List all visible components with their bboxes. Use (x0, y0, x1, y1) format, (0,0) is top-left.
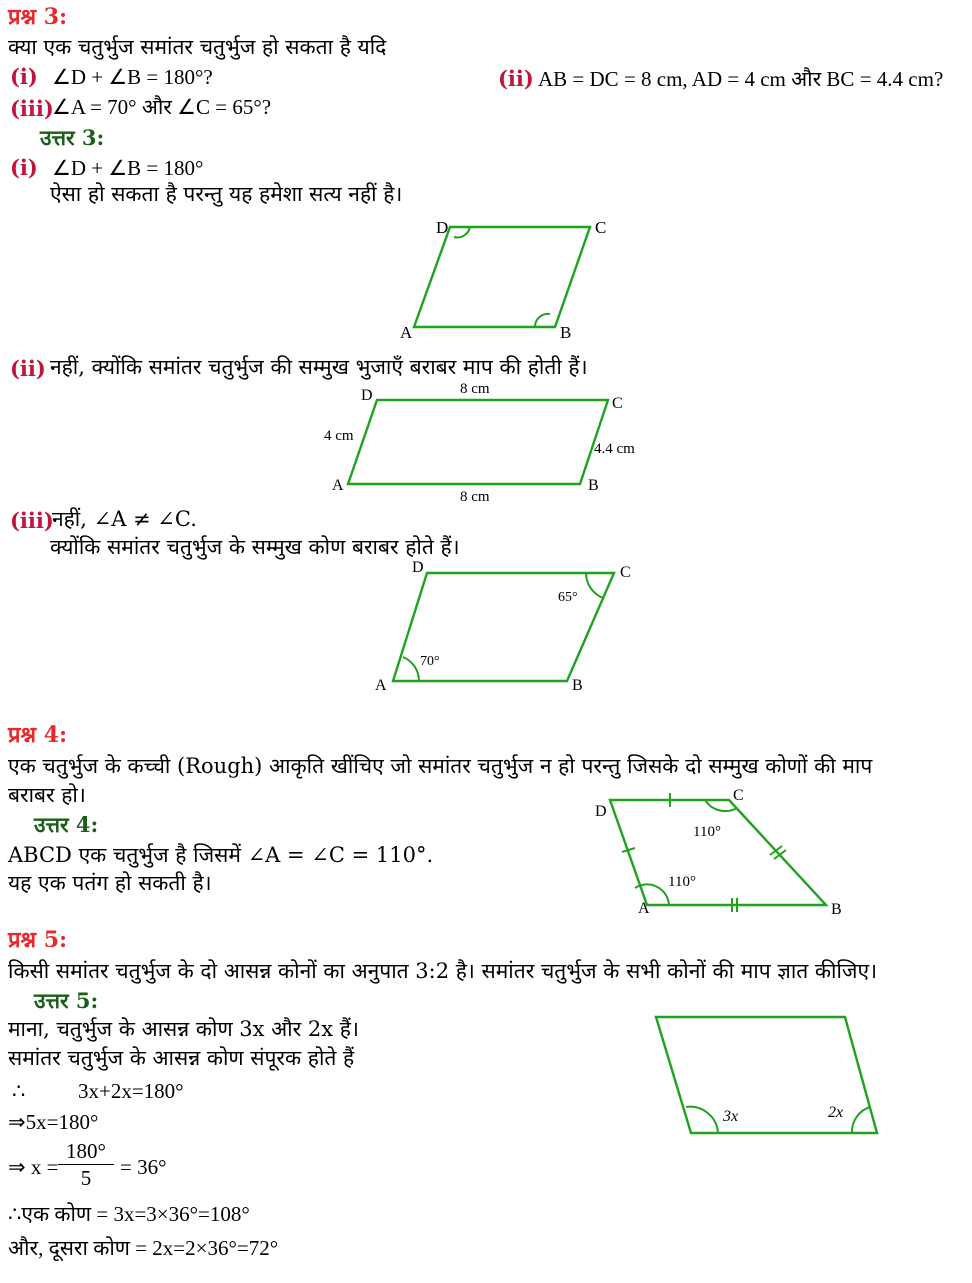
q3-part-i-text: ∠D + ∠B = 180°? (52, 65, 213, 89)
fig4-label-angle-a: 110° (668, 874, 696, 890)
a3-iii-label: (iii) (10, 508, 54, 533)
fig4-label-angle-c: 110° (693, 824, 721, 840)
q3-heading: प्रश्न 3: (8, 4, 68, 30)
fig2-label-b: B (588, 477, 599, 494)
fig2-label-c: C (612, 395, 623, 412)
a3-iii-text2: क्योंकि समांतर चतुर्भुज के सम्मुख कोण बराबर होते हैं। (50, 535, 460, 559)
a4-line2: यह एक पतंग हो सकती है। (8, 871, 212, 895)
q3-part-ii-label: (ii) (498, 66, 534, 91)
a4-line1: ABCD एक चतुर्भुज है जिसमें ∠A = ∠C = 110°. (8, 843, 434, 867)
q5-question: किसी समांतर चतुर्भुज के दो आसन्न कोनों का अनुपात 3:2 है। समांतर चतुर्भुज के सभी कोनों की माप ज्ञात कीजिए। (8, 959, 878, 983)
fig2-label-bottom: 8 cm (460, 489, 490, 505)
q3-part-ii-text: AB = DC = 8 cm, AD = 4 cm और BC = 4.4 cm? (538, 67, 944, 91)
fig3-angle-c-arc (586, 573, 603, 598)
fig3-label-angle-c: 65° (558, 590, 578, 605)
figure-kite (592, 786, 852, 920)
fig3-label-d: D (412, 559, 424, 576)
fig4-label-a: A (638, 900, 650, 917)
fig3-label-a: A (375, 677, 387, 694)
q3-question: क्या एक चतुर्भुज समांतर चतुर्भुज हो सकता है यदि (8, 35, 387, 59)
a5-line6: ∴एक कोण = 3x=3×36°=108° (8, 1202, 250, 1226)
fig3-label-b: B (572, 677, 583, 694)
fig3-angle-a-arc (403, 657, 419, 681)
q5-heading: प्रश्न 5: (8, 927, 68, 953)
figure-parallelogram-5 (650, 1010, 885, 1140)
a5-line4: ⇒5x=180° (8, 1110, 99, 1134)
a5-line1: माना, चतुर्भुज के आसन्न कोण 3x और 2x हैं। (8, 1017, 359, 1041)
fig4-label-b: B (831, 901, 842, 918)
fig5-angle-2x-arc (852, 1107, 870, 1133)
fig1-shape (414, 227, 590, 327)
a3-i-label: (i) (10, 155, 38, 180)
q3-part-i-label: (i) (10, 64, 38, 89)
q3-part-iii-label: (iii) (10, 96, 54, 121)
fig4-label-c: C (733, 787, 744, 804)
a3-ii-text: नहीं, क्योंकि समांतर चतुर्भुज की सम्मुख भुजाएँ बराबर माप की होती हैं। (50, 355, 588, 379)
fig5-label-angle-2x: 2x (828, 1104, 844, 1121)
fig1-angle-b-arc (535, 314, 550, 327)
a5-therefore-symbol: ∴ (12, 1079, 26, 1103)
a4-heading: उत्तर 4: (34, 812, 99, 837)
figure-parallelogram-3 (370, 556, 640, 696)
a5-line7: और, दूसरा कोण = 2x=2×36°=72° (8, 1236, 279, 1260)
fig5-label-angle-3x: 3x (723, 1108, 739, 1125)
q4-question-line1: एक चतुर्भुज के कच्ची (Rough) आकृति खींचिए जो समांतर चतुर्भुज न हो परन्तु जिसके दो सम्मुख कोणों की माप (8, 754, 873, 778)
fig4-shape (610, 800, 826, 905)
a5-line3-equation: 3x+2x=180° (78, 1079, 184, 1103)
q3-part-iii-text: ∠A = 70° और ∠C = 65°? (52, 95, 272, 119)
q4-question-line2: बराबर हो। (8, 783, 86, 807)
a3-iii-text: नहीं, ∠A ≠ ∠C. (52, 507, 197, 531)
fig4-label-d: D (595, 803, 607, 820)
a3-i-equation: ∠D + ∠B = 180° (52, 156, 204, 180)
a3-heading: उत्तर 3: (40, 125, 105, 150)
a5-line2: समांतर चतुर्भुज के आसन्न कोण संपूरक होते हैं (8, 1046, 355, 1070)
figure-parallelogram-1 (390, 214, 620, 344)
fig2-label-d: D (361, 387, 373, 404)
fig1-label-d: D (436, 218, 449, 237)
q4-heading: प्रश्न 4: (8, 722, 68, 748)
fig2-label-top: 8 cm (460, 381, 490, 397)
fig1-label-c: C (595, 218, 607, 237)
a5-fraction (58, 1139, 114, 1190)
fig2-shape (348, 400, 608, 484)
a3-i-text: ऐसा हो सकता है परन्तु यह हमेशा सत्य नहीं है। (50, 182, 403, 206)
fig1-label-a: A (400, 323, 413, 342)
figure-parallelogram-2 (318, 378, 658, 508)
a5-fraction-numerator: 180° (66, 1139, 106, 1163)
a5-fraction-bar (58, 1164, 114, 1165)
a5-fraction-denominator: 5 (80, 1166, 92, 1190)
fig2-label-right: 4.4 cm (594, 441, 635, 457)
fig5-shape (656, 1017, 877, 1133)
fig2-label-a: A (332, 477, 344, 494)
a5-line5-prefix: ⇒ x = (8, 1155, 59, 1179)
a3-ii-label: (ii) (10, 356, 46, 381)
fig1-angle-d-arc (454, 227, 470, 237)
a5-line5-result: = 36° (120, 1155, 167, 1179)
fig1-label-b: B (560, 323, 572, 342)
fig3-label-c: C (620, 564, 631, 581)
a5-heading: उत्तर 5: (34, 988, 99, 1013)
fig3-label-angle-a: 70° (420, 654, 440, 669)
fig2-label-left: 4 cm (324, 428, 354, 444)
